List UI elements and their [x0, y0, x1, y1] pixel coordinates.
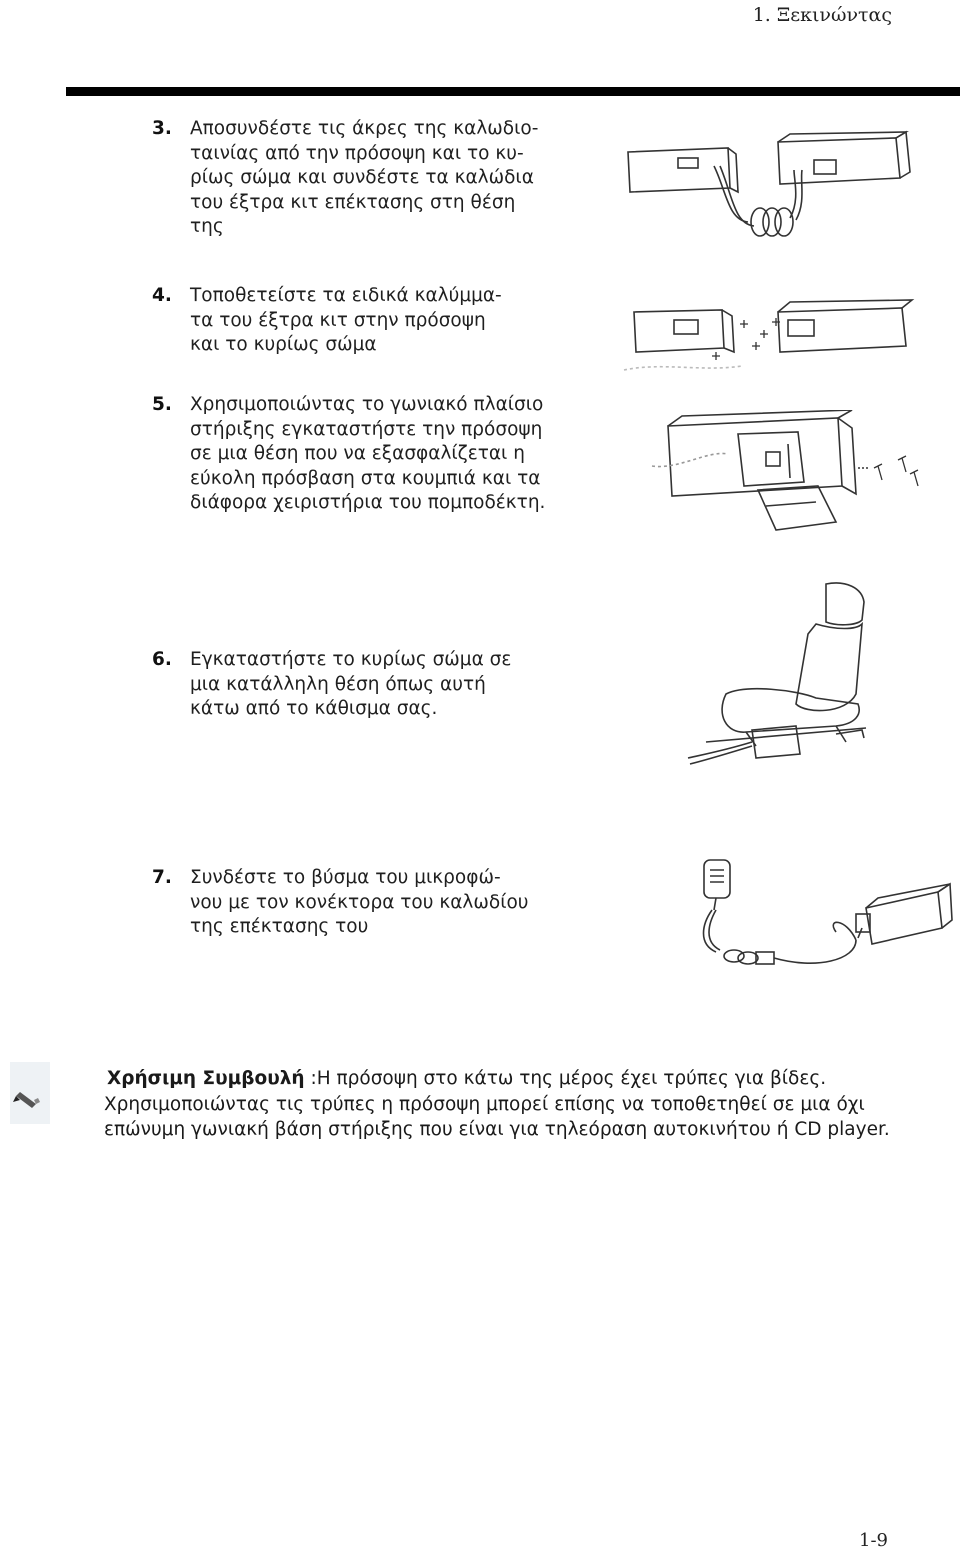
chapter-title: 1. Ξεκινώντας — [752, 4, 892, 26]
tip-label: Χρήσιμη Συμβουλή — [107, 1068, 305, 1089]
tip-line-2: Χρησιμοποιώντας τις τρύπες η πρόσοψη μπορεί επίσης να τοποθετηθεί σε μια όχι — [104, 1093, 865, 1115]
pencil-icon — [10, 1062, 50, 1124]
figure-corner-bracket — [648, 410, 938, 550]
figure-cable-connection — [618, 130, 918, 242]
tip-note — [104, 1066, 954, 1143]
step-number: 4. — [152, 285, 172, 306]
step-text: Συνδέστε το βύσμα του μικροφώ- νου με τον κονέκτορα του καλωδίου της επέκτασης του — [190, 867, 529, 937]
step-text: Εγκαταστήστε το κυρίως σώμα σε μια κατάλληλη θέση όπως αυτή κάτω από το κάθισμα σας. — [190, 649, 512, 719]
tip-line-3: επώνυμη γωνιακή βάση στήριξης που είναι για τηλεόραση αυτοκινήτου ή CD player. — [104, 1119, 890, 1140]
step-text: Τοποθετείστε τα ειδικά καλύμμα- τα του έξτρα κιτ στην πρόσοψη και το κυρίως σώμα — [190, 285, 502, 355]
step-number: 3. — [152, 118, 172, 139]
figure-car-seat — [686, 574, 876, 774]
tip-line-1: :Η πρόσοψη στο κάτω της μέρος έχει τρύπες για βίδες. — [310, 1068, 827, 1089]
step-5 — [152, 393, 546, 513]
step-number: 5. — [152, 394, 172, 415]
figure-microphone-connection — [676, 848, 956, 988]
step-text: Χρησιμοποιώντας το γωνιακό πλαίσιο στήριξης εγκαταστήστε την πρόσοψη σε μια θέση που να εξασφαλίζεται η εύκολη πρόσβαση στα κουμπιά και τα διάφορα χειριστήρια του πομποδέκτη. — [190, 394, 546, 513]
step-number: 6. — [152, 649, 172, 670]
page-number: 1-9 — [859, 1530, 888, 1551]
step-3 — [152, 117, 539, 237]
step-7 — [152, 866, 529, 937]
tip-icon-box — [10, 1062, 50, 1124]
header-rule — [66, 87, 960, 96]
figure-kit-covers — [622, 282, 922, 378]
step-6 — [152, 648, 512, 719]
step-4 — [152, 284, 502, 355]
step-text: Αποσυνδέστε τις άκρες της καλωδιο- ταινίας από την πρόσοψη και το κυ- ρίως σώμα και συνδέστε τα καλώδια του έξτρα κιτ επέκτασης στη θέση της — [190, 118, 539, 237]
step-number: 7. — [152, 867, 172, 888]
